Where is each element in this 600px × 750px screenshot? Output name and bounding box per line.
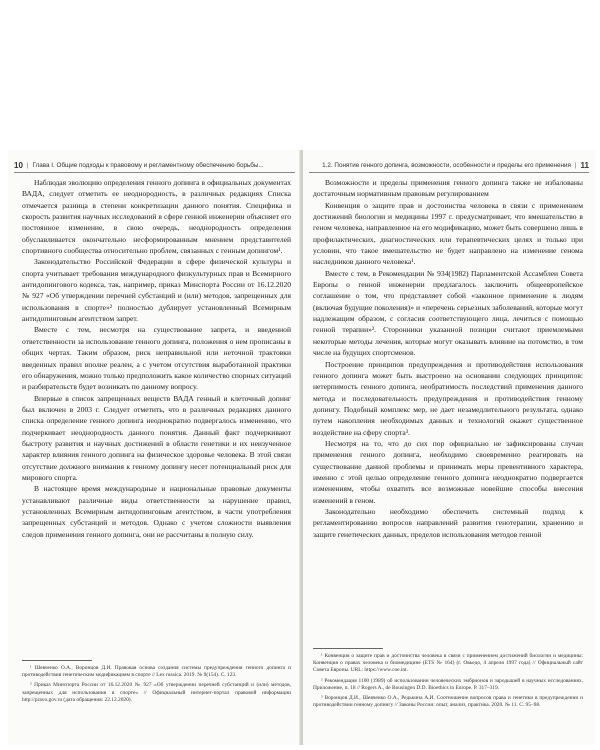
header-separator: |	[574, 161, 577, 169]
paragraph: Конвенция о защите прав и достоинства человека в связи с применением достижений биологии и медицины 1997 г. предусматривает, что вмешательство в геном человека, направленное на его модификацию, может быть совершено лишь в профилактических, диагностических или терапевтических целях и только при условии, что такое вмешательство не будет направлено на изменение генома наследников данного человека¹.	[313, 200, 583, 267]
running-title: 1.2. Понятие генного допинга, возможности, особенности и пределы его применения	[322, 161, 571, 169]
left-page-header	[14, 158, 295, 173]
footnote-rule	[22, 660, 92, 661]
right-page-header	[309, 158, 589, 173]
footnote: ¹ Конвенция о защите прав и достоинства человека в связи с применением достижений биологии и медицины: Конвенция о правах человека и биомедицине (ETS № 164) (г. Овьедо, 4 апреля 1997 года) // Официальный сайт Совета Европы. URL: https://www.coe.int.	[313, 653, 583, 674]
right-page-footnotes	[313, 648, 583, 712]
page-number: 11	[580, 160, 589, 170]
paragraph: Построение принципов предупреждения и противодействия использования генного допинга может быть выстроено на основании следующих принципов: нетерпимость генного допинга, необратимость последствий применения данного метода и последовательность предупреждения и противодействия генному допингу. Подобный комплекс мер, не дает незамедлительного результата, однако путем накопления необходимых данных и технологий окажет существенное воздействие на сферу спорта³.	[313, 359, 583, 437]
header-separator: |	[26, 161, 29, 169]
paragraph: Впервые в список запрещенных веществ ВАДА генный и клеточный допинг был включен в 2003 г. Следует отметить, что в различных редакциях данного списка определение генного допинга неоднократно подвергалось изменению, что подчеркивает неоднородность данного понятия. Данный факт подчеркивают быстроту развития и научных достижений в области генетики и их неизученное характер влияния генного допинга на физическое здоровье человека. В этой связи отсутствие должного внимания к генному допингу несет потенциальный риск для мирового спорта.	[22, 393, 291, 482]
paragraph: Наблюдая эволюцию определения генного допинга в официальных документах ВАДА, следует отметить ее неоднородность, в различных редакциях Списка отмечается разница в степени конкретизации данного понятия. Специфика и скорость развития научных исследований в сфере генной инженерии объясняет его постоянное изменение, в свою очередь, неоднородность определения обуславливается окончательно несформированным мнением представителей спортивного сообщества относительно проблем, связанных с генным допингом¹.	[22, 178, 291, 256]
paragraph: Несмотря на то, что до сих пор официально не зафиксированы случаи применения генного допинга, необходимо своевременно реагировать на существование данной проблемы и принимать меры превентивного характера, именно с этой целью определение генного допинга неоднократно подвергается изменениям, чтобы охватить все возможные новейшие способы внесения изменений в геном.	[313, 438, 583, 505]
left-page-footnotes	[22, 660, 291, 707]
paragraph: Законодательно необходимо обеспечить системный подход к регламентированию вопросов направлений развития генотерапии, хранению и защите генетических данных, пределов использования методов генной	[313, 506, 583, 539]
left-page	[8, 150, 301, 745]
paragraph: Вместе с тем, в Рекомендации № 934(1982) Парламентской Ассамблеи Совета Европы о генной инженерии предлагалось заключить общеевропейское соглашение о том, что представляет собой «законное применение к людям (включая будущие поколения)» и «перечень серьезных заболеваний, которые могут надлежащим образом, с согласия соответствующего лица, лечиться с помощью генной терапии»². Сторонники указанной позиции считают приемлемыми некоторые методы лечения, которые могут оказывать влияние на потомство, в том числе на будущих спортсменов.	[313, 268, 583, 358]
paragraph: Возможности и пределы применения генного допинга также не избалованы достаточным нормативным правовым регулированием	[313, 178, 583, 199]
paragraph: Законодательство Российской Федерации в сфере физической культуры и спорта учитывает требования международного физкультурных прав и Всемирного антидопингового кодекса, так, например, приказ Минспорта России от 16.12.2020 № 927 «Об утверждении перечней субстанций и (или) методов, запрещенных для использования в спорте»² полностью дублирует установленный Всемирным антидопинговым агентством запрет.	[22, 257, 291, 324]
footnote: ² Рекомендация 1100 (1989) об использовании человеческих эмбрионов и зародышей в научных исследованиях. Приложение, п. 18 // Rogers A., de Bousingen D.D. Bioethics in Europe. P. 317–319.	[313, 677, 583, 691]
footnote: ¹ Шевченко О.А., Воронцов Д.И. Правовая основа создания системы предупреждения генного допинга и противодействия генетическим модификациям в спорте // Lex russica. 2019. № 9(154). С. 123.	[22, 665, 291, 679]
page-number: 10	[14, 160, 23, 170]
right-page-body	[313, 177, 583, 540]
paragraph: Вместе с тем, несмотря на существование запрета, и введенной ответственности за использование генного допинга, положения о нем прописаны в общих чертах. Таким образом, риск неправильной или неточной трактовки введенных правил вполне реален, а с учетом отсутствия выработанной практики его обнаружения, можно только предположить какое количество спорных ситуаций и разбирательств будет возникать по данному вопросу.	[22, 325, 291, 392]
left-page-body	[22, 177, 291, 540]
footnote: ² Приказ Минспорта России от 16.12.2020 № 927 «Об утверждении перечней субстанций и (или) методов, запрещенных для использования в спорте» // Официальный интернет-портал правовой информации http://pravo.gov.ru (дата обращения: 22.12.2020).	[22, 682, 291, 703]
running-title: Глава I. Общие подходы к правовому и регламентному обеспечению борьбы...	[32, 161, 264, 169]
footnote-rule	[313, 648, 383, 649]
paragraph: В настоящее время международные и национальные правовые документы устанавливают различные виды ответственности за нарушение правил, установленных Всемирным антидопинговым агентством, в части употребления запрещенных субстанций и методов. Однако с учетом сложности выявления следов применения генного допинга, они не рассчитаны в полную силу.	[22, 484, 291, 539]
footnote: ³ Воронцов Д.И., Шевченко О.А., Редькина А.И. Соотношение вопросов права и генетики в предупреждении и противодействии генному допингу // Законы России: опыт, анализ, практика. 2020. № 11. С. 95–98.	[313, 695, 583, 709]
right-page	[303, 150, 595, 745]
